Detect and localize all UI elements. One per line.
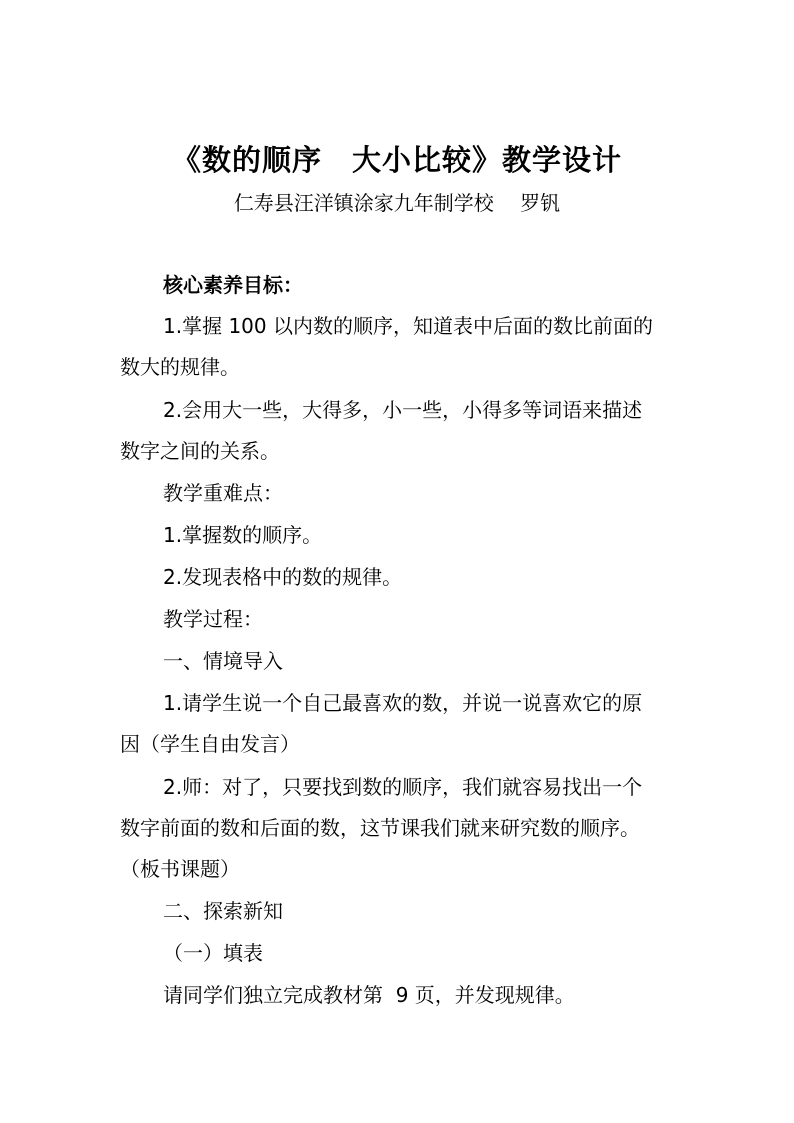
- section-heading-core-goals: 核心素养目标：: [163, 273, 303, 297]
- paragraph-line: 2.发现表格中的数的规律。: [163, 565, 403, 589]
- document-title: 《数的顺序 大小比较》教学设计: [171, 143, 622, 177]
- paragraph-line: 数大的规律。: [120, 355, 240, 379]
- section-heading-intro: 一、情境导入: [163, 649, 283, 673]
- paragraph-line: 1.掌握数的顺序。: [163, 523, 323, 547]
- paragraph-line: 2.师：对了，只要找到数的顺序，我们就容易找出一个: [163, 775, 643, 799]
- paragraph-line: 数字前面的数和后面的数，这节课我们就来研究数的顺序。: [120, 816, 640, 840]
- paragraph-line: 数字之间的关系。: [120, 439, 280, 463]
- paragraph-line: 因（学生自由发言）: [120, 732, 300, 756]
- paragraph-line: 1.掌握 100 以内数的顺序，知道表中后面的数比前面的: [163, 314, 653, 338]
- section-heading-explore: 二、探索新知: [163, 899, 283, 923]
- paragraph-line: 1.请学生说一个自己最喜欢的数，并说一说喜欢它的原: [163, 691, 643, 715]
- paragraph-line: （板书课题）: [120, 857, 240, 881]
- paragraph-line: 请同学们独立完成教材第 9 页，并发现规律。: [163, 983, 575, 1007]
- section-heading-process: 教学过程：: [163, 607, 263, 631]
- paragraph-line: 2.会用大一些，大得多，小一些，小得多等词语来描述: [163, 398, 643, 422]
- subsection-heading-fill-table: （一）填表: [163, 941, 263, 965]
- section-heading-key-points: 教学重难点：: [163, 481, 283, 505]
- author-line: 仁寿县汪洋镇涂家九年制学校 罗钒: [233, 191, 561, 215]
